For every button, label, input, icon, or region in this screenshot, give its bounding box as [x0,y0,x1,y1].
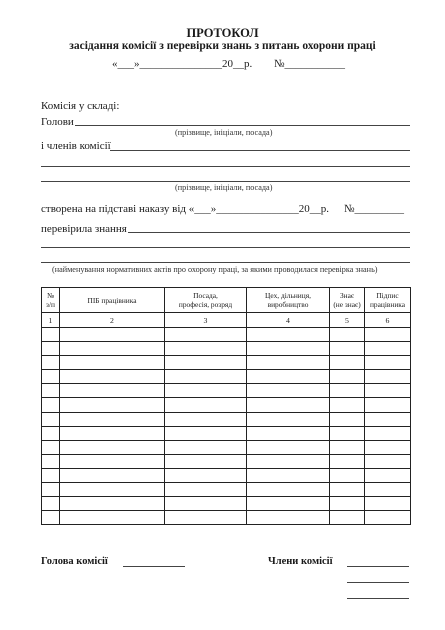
table-cell[interactable] [247,426,330,440]
table-row [42,412,411,426]
table-row [42,440,411,454]
table-cell[interactable] [60,328,165,342]
table-cell[interactable] [330,468,365,482]
table-cell[interactable] [42,483,60,497]
head-signature-line[interactable] [123,566,185,567]
table-cell[interactable] [60,454,165,468]
table-cell[interactable] [42,342,60,356]
table-cell[interactable] [60,398,165,412]
member-signature-line-3[interactable] [347,598,409,599]
acts-hint: (найменування нормативних актів про охорону праці, за якими проводилася перевірка знань) [52,265,378,274]
table-cell[interactable] [330,511,365,525]
table-cell[interactable] [247,384,330,398]
member-signature-line-1[interactable] [347,566,409,567]
document-title: ПРОТОКОЛ [186,26,259,40]
table-cell[interactable] [60,426,165,440]
table-cell[interactable] [42,398,60,412]
table-cell[interactable] [365,497,411,511]
col-header-signature: Підпис працівника [365,288,411,313]
table-cell[interactable] [42,440,60,454]
table-cell[interactable] [247,342,330,356]
col-header-department: Цех, дільниця, виробництво [247,288,330,313]
table-cell[interactable] [165,426,247,440]
column-number-row [42,313,411,328]
checked-label: перевірила знання [41,223,127,235]
acts-input-line-3[interactable] [41,262,410,263]
table-cell[interactable] [247,398,330,412]
column-number: 3 [165,313,247,328]
table-cell[interactable] [247,370,330,384]
table-cell[interactable] [365,384,411,398]
table-cell[interactable] [365,398,411,412]
table-cell[interactable] [247,511,330,525]
table-cell[interactable] [247,412,330,426]
members-label: і членів комісії [41,140,111,152]
table-cell[interactable] [165,412,247,426]
table-row [42,454,411,468]
table-cell[interactable] [165,440,247,454]
col-header-number: № з/п [42,288,60,313]
footer-members-label: Члени комісії [268,556,333,567]
table-cell[interactable] [365,342,411,356]
table-cell[interactable] [60,412,165,426]
table-cell[interactable] [42,454,60,468]
column-number: 6 [365,313,411,328]
table-cell[interactable] [42,497,60,511]
table-cell[interactable] [330,497,365,511]
table-cell[interactable] [60,356,165,370]
table-row [42,483,411,497]
table-cell[interactable] [365,370,411,384]
table-cell[interactable] [165,342,247,356]
table-cell[interactable] [165,511,247,525]
table-cell[interactable] [330,426,365,440]
table-cell[interactable] [165,328,247,342]
table-cell[interactable] [42,426,60,440]
table-cell[interactable] [42,356,60,370]
table-cell[interactable] [330,440,365,454]
table-row [42,398,411,412]
composition-label: Комісія у складі: [41,100,120,112]
table-cell[interactable] [165,398,247,412]
table-cell[interactable] [330,370,365,384]
table-cell[interactable] [60,511,165,525]
table-cell[interactable] [247,328,330,342]
table-cell[interactable] [60,497,165,511]
column-number: 1 [42,313,60,328]
table-row [42,342,411,356]
table-row [42,370,411,384]
table-cell[interactable] [165,370,247,384]
table-cell[interactable] [60,384,165,398]
members-hint: (прізвище, ініціали, посада) [175,183,273,192]
protocol-number-field: №___________ [274,58,345,70]
table-cell[interactable] [42,384,60,398]
table-cell[interactable] [42,412,60,426]
table-cell[interactable] [165,497,247,511]
table-cell[interactable] [365,483,411,497]
table-cell[interactable] [42,328,60,342]
order-text: створена на підставі наказу від «___»_______________20__р. [41,203,330,215]
member-signature-line-2[interactable] [347,582,409,583]
table-row [42,384,411,398]
table-cell[interactable] [330,328,365,342]
head-label: Голови [41,116,74,128]
table-cell[interactable] [330,483,365,497]
column-number: 5 [330,313,365,328]
table-row [42,328,411,342]
table-cell[interactable] [330,342,365,356]
table-row [42,497,411,511]
table-cell[interactable] [247,497,330,511]
table-row [42,426,411,440]
table-cell[interactable] [42,511,60,525]
table-cell[interactable] [247,440,330,454]
members-input-line-3[interactable] [41,181,410,182]
table-cell[interactable] [42,370,60,384]
knowledge-check-table [41,287,411,525]
table-cell[interactable] [60,483,165,497]
table-cell[interactable] [365,440,411,454]
table-cell[interactable] [42,468,60,482]
table-cell[interactable] [330,384,365,398]
order-number-field: №_________ [344,203,404,215]
table-cell[interactable] [330,454,365,468]
table-cell[interactable] [247,468,330,482]
table-cell[interactable] [247,356,330,370]
col-header-position: Посада, професія, розряд [165,288,247,313]
table-cell[interactable] [165,356,247,370]
acts-input-line-1[interactable] [128,232,410,233]
table-cell[interactable] [165,454,247,468]
column-number: 4 [247,313,330,328]
table-cell[interactable] [365,328,411,342]
table-cell[interactable] [165,468,247,482]
table-row [42,511,411,525]
table-cell[interactable] [365,356,411,370]
members-input-line-2[interactable] [41,166,410,167]
table-cell[interactable] [365,426,411,440]
table-cell[interactable] [60,342,165,356]
table-cell[interactable] [60,370,165,384]
col-header-knows: Знає (не знає) [330,288,365,313]
table-cell[interactable] [165,384,247,398]
date-field: «___»_______________20__р. [112,58,253,70]
table-cell[interactable] [330,398,365,412]
table-cell[interactable] [365,511,411,525]
document-subtitle: засідання комісії з перевірки знань з питань охорони праці [69,40,376,52]
table-cell[interactable] [330,356,365,370]
table-cell[interactable] [330,412,365,426]
head-hint: (прізвище, ініціали, посада) [175,128,273,137]
table-cell[interactable] [365,454,411,468]
head-input-line[interactable] [75,125,410,126]
table-cell[interactable] [365,468,411,482]
footer-head-label: Голова комісії [41,556,108,567]
col-header-name: ПІБ працівника [60,288,165,313]
table-cell[interactable] [60,440,165,454]
acts-input-line-2[interactable] [41,247,410,248]
column-number: 2 [60,313,165,328]
table-header-row [42,288,411,313]
table-cell[interactable] [60,468,165,482]
members-input-line-1[interactable] [110,150,410,151]
table-row [42,356,411,370]
table-cell[interactable] [247,483,330,497]
table-cell[interactable] [165,483,247,497]
table-cell[interactable] [247,454,330,468]
table-row [42,468,411,482]
table-cell[interactable] [365,412,411,426]
